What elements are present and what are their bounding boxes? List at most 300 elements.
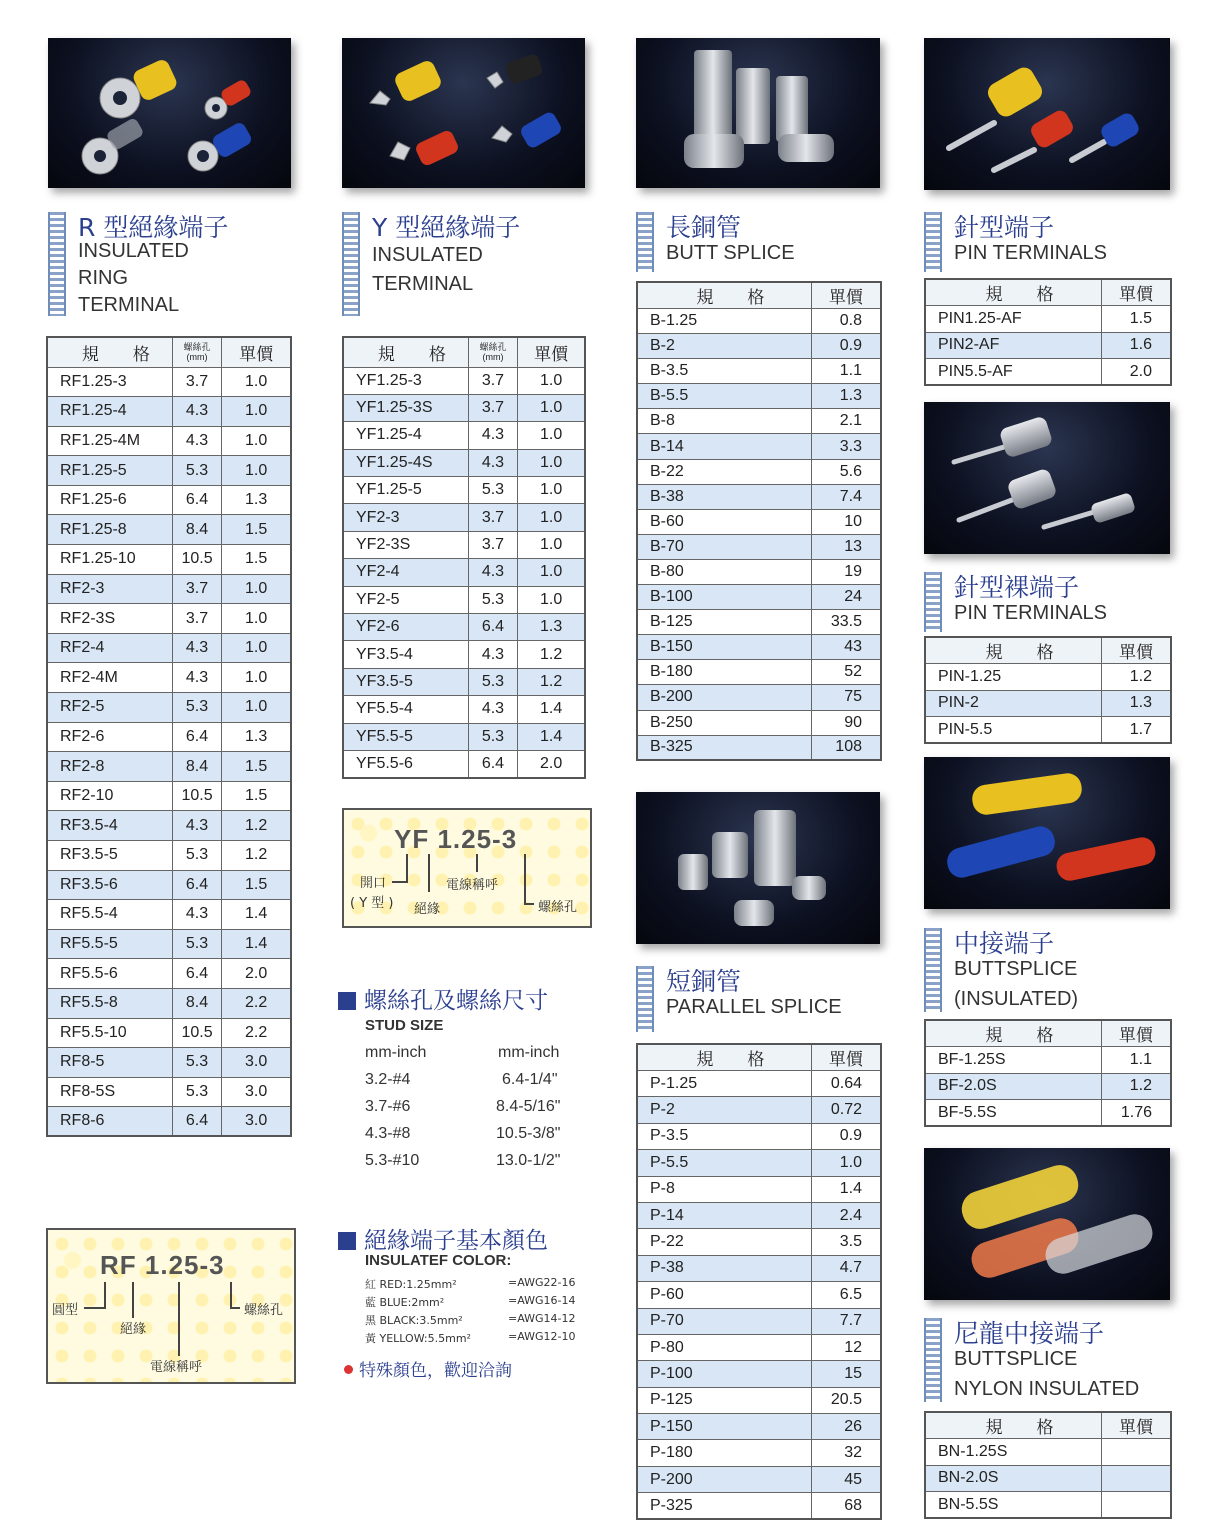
header-price: 單價 — [222, 337, 291, 367]
table-row — [47, 367, 291, 397]
cell-spec: B-100 — [637, 585, 811, 610]
table-row — [925, 690, 1171, 717]
stud-col2-2: 8.4-5/16" — [496, 1098, 561, 1115]
ornament-icon — [48, 212, 66, 316]
table-header — [925, 1020, 1171, 1047]
cell-spec: P-3.5 — [637, 1123, 811, 1149]
table-row — [637, 610, 881, 635]
header-spec: 規 格 — [925, 637, 1101, 664]
cell-price: 1.7 — [1101, 717, 1171, 744]
color-yellow: 黃 YELLOW:5.5mm² — [365, 1332, 471, 1345]
cell-spec: P-2 — [637, 1097, 811, 1123]
color-red: 紅 RED:1.25mm² — [365, 1278, 457, 1291]
header-spec: 規 格 — [47, 337, 172, 367]
cell-stud-hole: 4.3 — [172, 811, 222, 841]
nylon-butt-title-en-1: BUTTSPLICE — [954, 1348, 1078, 1370]
cell-price: 0.9 — [811, 1123, 881, 1149]
table-row — [47, 752, 291, 782]
stud-title-zh: 螺絲孔及螺絲尺寸 — [364, 988, 548, 1014]
ornament-icon — [636, 966, 654, 1032]
cell-price: 1.0 — [222, 456, 291, 486]
cell-stud-hole: 5.3 — [468, 668, 518, 695]
cell-spec: P-180 — [637, 1440, 811, 1466]
cell-stud-hole: 8.4 — [172, 988, 222, 1018]
table-row — [47, 929, 291, 959]
cell-spec: PIN2-AF — [925, 332, 1102, 359]
cell-stud-hole: 5.3 — [172, 841, 222, 871]
cell-spec: YF1.25-3S — [343, 394, 468, 421]
cell-price: 1.3 — [1101, 690, 1171, 717]
cell-spec: P-38 — [637, 1255, 811, 1281]
cell-stud-hole: 5.3 — [172, 693, 222, 723]
cell-stud-hole: 4.3 — [468, 641, 518, 668]
stud-col1-head: mm-inch — [365, 1044, 427, 1061]
cell-stud-hole: 5.3 — [172, 1077, 222, 1107]
table-row — [925, 1465, 1171, 1492]
color-title-zh: 絕緣端子基本顏色 — [364, 1228, 548, 1254]
table-row — [47, 515, 291, 545]
cell-price: 1.0 — [222, 693, 291, 723]
cell-stud-hole: 4.3 — [468, 422, 518, 449]
butt-title-zh: 長銅管 — [666, 213, 742, 242]
table-row — [925, 1100, 1171, 1127]
table-row — [47, 1018, 291, 1048]
table-row — [637, 1071, 881, 1097]
cell-spec: RF2-3 — [47, 574, 172, 604]
cell-spec: P-150 — [637, 1414, 811, 1440]
diagram-label-shape: 開口 — [360, 876, 387, 891]
parallel-splice-photo — [636, 792, 880, 944]
cell-stud-hole: 3.7 — [172, 604, 222, 634]
table-row — [637, 735, 881, 760]
cell-spec: YF2-3S — [343, 531, 468, 558]
pin-terminal-photo — [924, 38, 1170, 190]
cell-price: 1.0 — [518, 477, 585, 504]
cell-price: 1.0 — [222, 574, 291, 604]
table-row — [925, 306, 1171, 333]
stud-col2-1: 6.4-1/4" — [502, 1071, 558, 1088]
cell-spec: P-125 — [637, 1387, 811, 1413]
cell-spec: B-8 — [637, 409, 811, 434]
cell-stud-hole: 4.3 — [172, 426, 222, 456]
stud-col1-2: 3.7-#6 — [365, 1098, 411, 1115]
table-row — [637, 409, 881, 434]
special-color-note-text: 特殊顏色，歡迎洽詢 — [359, 1361, 512, 1381]
parallel-title-zh: 短銅管 — [666, 967, 742, 996]
special-color-note — [344, 1356, 512, 1381]
table-row — [47, 574, 291, 604]
ring-terminal-photo — [48, 38, 291, 188]
table-row — [343, 586, 585, 613]
cell-spec: P-70 — [637, 1308, 811, 1334]
cell-price: 1.5 — [222, 752, 291, 782]
cell-price — [1102, 1492, 1171, 1519]
cell-spec: B-3.5 — [637, 359, 811, 384]
cell-price: 1.0 — [222, 633, 291, 663]
cell-price: 3.0 — [222, 1077, 291, 1107]
fork-terminal-photo — [342, 38, 585, 188]
cell-price: 1.0 — [518, 559, 585, 586]
cell-stud-hole: 6.4 — [172, 722, 222, 752]
table-row — [637, 635, 881, 660]
table-row — [47, 841, 291, 871]
cell-price: 2.0 — [222, 959, 291, 989]
cell-price: 20.5 — [811, 1387, 881, 1413]
cell-spec: P-14 — [637, 1202, 811, 1228]
cell-spec: BN-2.0S — [925, 1465, 1102, 1492]
cell-spec: RF1.25-6 — [47, 485, 172, 515]
cell-spec: P-100 — [637, 1361, 811, 1387]
cell-spec: RF8-5S — [47, 1077, 172, 1107]
cell-price: 0.72 — [811, 1097, 881, 1123]
cell-spec: RF1.25-5 — [47, 456, 172, 486]
ring-title-zh: R 型絕緣端子 — [78, 213, 229, 242]
table-row — [343, 394, 585, 421]
cell-price: 2.4 — [811, 1202, 881, 1228]
cell-stud-hole: 6.4 — [468, 614, 518, 641]
cell-spec: RF2-8 — [47, 752, 172, 782]
cell-price: 6.5 — [811, 1282, 881, 1308]
table-row — [47, 604, 291, 634]
cell-spec: YF1.25-5 — [343, 477, 468, 504]
pin-heading — [924, 208, 1184, 274]
pin-spec-table — [924, 278, 1172, 386]
parallel-title-en: PARALLEL SPLICE — [666, 996, 842, 1018]
cell-stud-hole: 5.3 — [172, 456, 222, 486]
cell-spec: PIN1.25-AF — [925, 306, 1102, 333]
cell-price: 1.0 — [222, 604, 291, 634]
cell-spec: RF5.5-8 — [47, 988, 172, 1018]
barepin-title-zh: 針型裸端子 — [954, 573, 1080, 602]
table-row — [343, 367, 585, 394]
cell-spec: B-150 — [637, 635, 811, 660]
cell-price: 1.5 — [222, 545, 291, 575]
table-row — [637, 585, 881, 610]
table-row — [47, 485, 291, 515]
table-row — [637, 1440, 881, 1466]
table-row — [637, 685, 881, 710]
cell-spec: BF-1.25S — [925, 1047, 1101, 1074]
cell-price: 1.0 — [518, 504, 585, 531]
barepin-title-en: PIN TERMINALS — [954, 602, 1107, 624]
stud-col1-3: 4.3-#8 — [365, 1125, 411, 1142]
cell-stud-hole: 4.3 — [172, 900, 222, 930]
table-row — [637, 484, 881, 509]
cell-price: 1.2 — [518, 668, 585, 695]
cell-price: 1.3 — [811, 384, 881, 409]
insulated-butt-title-en-1: BUTTSPLICE — [954, 958, 1078, 980]
bare-pin-terminal-photo — [924, 402, 1170, 554]
cell-price: 1.0 — [518, 531, 585, 558]
header-price: 單價 — [811, 1044, 881, 1071]
cell-price: 1.6 — [1102, 332, 1171, 359]
cell-price: 1.0 — [518, 394, 585, 421]
cell-spec: RF2-5 — [47, 693, 172, 723]
cell-price: 0.9 — [811, 334, 881, 359]
cell-stud-hole: 8.4 — [172, 515, 222, 545]
header-price: 單價 — [811, 282, 881, 309]
cell-spec: RF8-5 — [47, 1048, 172, 1078]
table-header — [637, 282, 881, 309]
table-row — [343, 723, 585, 750]
cell-spec: YF3.5-5 — [343, 668, 468, 695]
diagram-label-wire: 電線稱呼 — [446, 878, 499, 893]
cell-price: 1.0 — [518, 586, 585, 613]
table-row — [637, 434, 881, 459]
table-row — [343, 750, 585, 777]
cell-price: 1.2 — [1101, 664, 1171, 691]
header-stud-hole-label: 螺絲孔 — [183, 342, 211, 353]
header-price: 單價 — [1101, 637, 1171, 664]
table-row — [343, 668, 585, 695]
table-header — [925, 279, 1171, 306]
cell-spec: B-70 — [637, 534, 811, 559]
cell-spec: BN-5.5S — [925, 1492, 1102, 1519]
table-row — [637, 1466, 881, 1492]
table-row — [637, 1414, 881, 1440]
color-title-en: INSULATEF COLOR: — [365, 1252, 512, 1269]
table-header — [637, 1044, 881, 1071]
fork-code-diagram — [342, 808, 592, 928]
cell-spec: B-1.25 — [637, 309, 811, 334]
cell-stud-hole: 6.4 — [172, 485, 222, 515]
cell-spec: RF1.25-4M — [47, 426, 172, 456]
table-row — [47, 633, 291, 663]
cell-spec: RF2-3S — [47, 604, 172, 634]
square-bullet-icon — [338, 1232, 356, 1250]
table-row — [47, 959, 291, 989]
cell-price: 7.4 — [811, 484, 881, 509]
cell-price: 15 — [811, 1361, 881, 1387]
table-row — [343, 531, 585, 558]
table-row — [637, 384, 881, 409]
diagram-label-wire: 電線稱呼 — [150, 1360, 203, 1375]
stud-col2-3: 10.5-3/8" — [496, 1125, 561, 1142]
cell-spec: RF8-6 — [47, 1107, 172, 1137]
cell-price: 12 — [811, 1334, 881, 1360]
cell-price: 3.3 — [811, 434, 881, 459]
ornament-icon — [924, 928, 942, 1012]
butt-title-en: BUTT SPLICE — [666, 242, 795, 264]
diagram-label-shape-sub: ( Y 型 ) — [350, 896, 394, 911]
header-spec: 規 格 — [925, 1412, 1102, 1439]
cell-price: 24 — [811, 585, 881, 610]
color-red-awg: =AWG22-16 — [508, 1276, 576, 1289]
cell-stud-hole: 5.3 — [468, 477, 518, 504]
cell-price: 1.5 — [222, 781, 291, 811]
table-row — [637, 1308, 881, 1334]
cell-spec: RF2-10 — [47, 781, 172, 811]
cell-spec: RF1.25-10 — [47, 545, 172, 575]
table-row — [47, 988, 291, 1018]
cell-spec: P-200 — [637, 1466, 811, 1492]
pin-title-en: PIN TERMINALS — [954, 242, 1107, 264]
table-row — [637, 509, 881, 534]
color-black-awg: =AWG14-12 — [508, 1312, 576, 1325]
bullet-dot-icon — [344, 1365, 353, 1374]
insulated-butt-splice-photo — [924, 757, 1170, 909]
butt-splice-photo — [636, 38, 880, 188]
color-blue-awg: =AWG16-14 — [508, 1294, 576, 1307]
header-spec: 規 格 — [637, 1044, 811, 1071]
cell-spec: BN-1.25S — [925, 1439, 1102, 1466]
table-row — [925, 1073, 1171, 1100]
table-row — [925, 1439, 1171, 1466]
table-row — [47, 663, 291, 693]
table-row — [637, 1150, 881, 1176]
stud-col2-4: 13.0-1/2" — [496, 1152, 561, 1169]
cell-spec: B-14 — [637, 434, 811, 459]
barepin-spec-table — [924, 636, 1172, 744]
cell-spec: B-38 — [637, 484, 811, 509]
cell-spec: RF5.5-5 — [47, 929, 172, 959]
cell-stud-hole: 3.7 — [468, 394, 518, 421]
cell-price: 2.2 — [222, 988, 291, 1018]
cell-price: 43 — [811, 635, 881, 660]
cell-stud-hole: 3.7 — [172, 574, 222, 604]
cell-price: 3.0 — [222, 1107, 291, 1137]
cell-price: 32 — [811, 1440, 881, 1466]
ring-title-en-1: INSULATED — [78, 240, 189, 262]
cell-spec: RF2-4M — [47, 663, 172, 693]
header-stud-hole — [468, 337, 518, 367]
cell-price: 7.7 — [811, 1308, 881, 1334]
table-row — [47, 545, 291, 575]
cell-price: 108 — [811, 735, 881, 760]
cell-spec: B-125 — [637, 610, 811, 635]
cell-price: 1.76 — [1101, 1100, 1171, 1127]
ornament-icon — [636, 212, 654, 272]
cell-spec: YF5.5-5 — [343, 723, 468, 750]
cell-spec: B-60 — [637, 509, 811, 534]
cell-price — [1102, 1465, 1171, 1492]
header-stud-hole-unit: (mm) — [482, 352, 504, 363]
ornament-icon — [924, 572, 942, 632]
table-row — [343, 641, 585, 668]
cell-stud-hole: 4.3 — [172, 633, 222, 663]
cell-spec: YF2-6 — [343, 614, 468, 641]
cell-price: 75 — [811, 685, 881, 710]
header-spec: 規 格 — [343, 337, 468, 367]
header-stud-hole — [172, 337, 222, 367]
cell-stud-hole: 10.5 — [172, 545, 222, 575]
cell-price: 2.2 — [222, 1018, 291, 1048]
table-row — [925, 332, 1171, 359]
butt-heading — [636, 208, 896, 274]
table-header — [925, 637, 1171, 664]
header-price: 單價 — [518, 337, 585, 367]
cell-stud-hole: 6.4 — [172, 870, 222, 900]
table-row — [637, 1202, 881, 1228]
table-header — [925, 1412, 1171, 1439]
diagram-code: YF 1.25-3 — [394, 824, 518, 854]
table-row — [637, 1123, 881, 1149]
cell-spec: B-250 — [637, 710, 811, 735]
cell-stud-hole: 4.3 — [468, 696, 518, 723]
cell-price: 1.2 — [222, 841, 291, 871]
cell-price: 1.0 — [222, 663, 291, 693]
parallel-heading — [636, 962, 896, 1034]
header-price: 單價 — [1102, 279, 1171, 306]
table-row — [47, 693, 291, 723]
fork-spec-table — [342, 336, 586, 779]
cell-spec: YF2-3 — [343, 504, 468, 531]
cell-spec: RF1.25-4 — [47, 397, 172, 427]
cell-price: 1.3 — [518, 614, 585, 641]
cell-spec: P-22 — [637, 1229, 811, 1255]
cell-price: 1.2 — [518, 641, 585, 668]
cell-spec: RF5.5-6 — [47, 959, 172, 989]
cell-spec: RF2-6 — [47, 722, 172, 752]
table-row — [343, 422, 585, 449]
cell-price: 1.2 — [1101, 1073, 1171, 1100]
cell-price: 1.1 — [811, 359, 881, 384]
table-row — [637, 1282, 881, 1308]
cell-spec: RF5.5-4 — [47, 900, 172, 930]
insulated-butt-heading — [924, 924, 1184, 1014]
cell-price: 1.1 — [1101, 1047, 1171, 1074]
diagram-label-stud: 螺絲孔 — [244, 1303, 284, 1318]
cell-price: 19 — [811, 559, 881, 584]
cell-stud-hole: 4.3 — [468, 449, 518, 476]
cell-price: 1.3 — [222, 722, 291, 752]
cell-price: 13 — [811, 534, 881, 559]
cell-price — [1102, 1439, 1171, 1466]
cell-stud-hole: 5.3 — [172, 929, 222, 959]
cell-spec: RF5.5-10 — [47, 1018, 172, 1048]
stud-title — [338, 982, 548, 1015]
cell-price: 1.5 — [1102, 306, 1171, 333]
parallel-spec-table — [636, 1043, 882, 1520]
cell-stud-hole: 4.3 — [468, 559, 518, 586]
cell-spec: P-8 — [637, 1176, 811, 1202]
ring-heading — [48, 208, 308, 318]
cell-spec: P-80 — [637, 1334, 811, 1360]
fork-title-en-2: TERMINAL — [372, 273, 474, 295]
cell-spec: YF5.5-6 — [343, 750, 468, 777]
cell-stud-hole: 10.5 — [172, 1018, 222, 1048]
table-row — [47, 397, 291, 427]
insulated-butt-title-en-2: (INSULATED) — [954, 988, 1079, 1010]
diagram-code: RF 1.25-3 — [100, 1250, 225, 1280]
cell-spec: BF-2.0S — [925, 1073, 1101, 1100]
cell-price: 1.0 — [518, 422, 585, 449]
color-black: 黑 BLACK:3.5mm² — [365, 1314, 463, 1327]
table-row — [343, 696, 585, 723]
ring-spec-table — [46, 336, 292, 1137]
cell-spec: YF2-5 — [343, 586, 468, 613]
table-row — [637, 1176, 881, 1202]
cell-stud-hole: 6.4 — [172, 1107, 222, 1137]
table-header — [47, 337, 291, 367]
ring-title-en-3: TERMINAL — [78, 294, 180, 316]
cell-stud-hole: 3.7 — [468, 367, 518, 394]
cell-spec: P-5.5 — [637, 1150, 811, 1176]
cell-spec: B-200 — [637, 685, 811, 710]
cell-price: 1.0 — [222, 426, 291, 456]
table-row — [637, 710, 881, 735]
cell-spec: RF1.25-3 — [47, 367, 172, 397]
table-row — [637, 359, 881, 384]
table-row — [343, 559, 585, 586]
cell-stud-hole: 3.7 — [172, 367, 222, 397]
table-row — [47, 900, 291, 930]
cell-spec: B-180 — [637, 660, 811, 685]
stud-col1-1: 3.2-#4 — [365, 1071, 411, 1088]
cell-spec: YF1.25-4 — [343, 422, 468, 449]
table-row — [47, 781, 291, 811]
cell-spec: B-22 — [637, 459, 811, 484]
